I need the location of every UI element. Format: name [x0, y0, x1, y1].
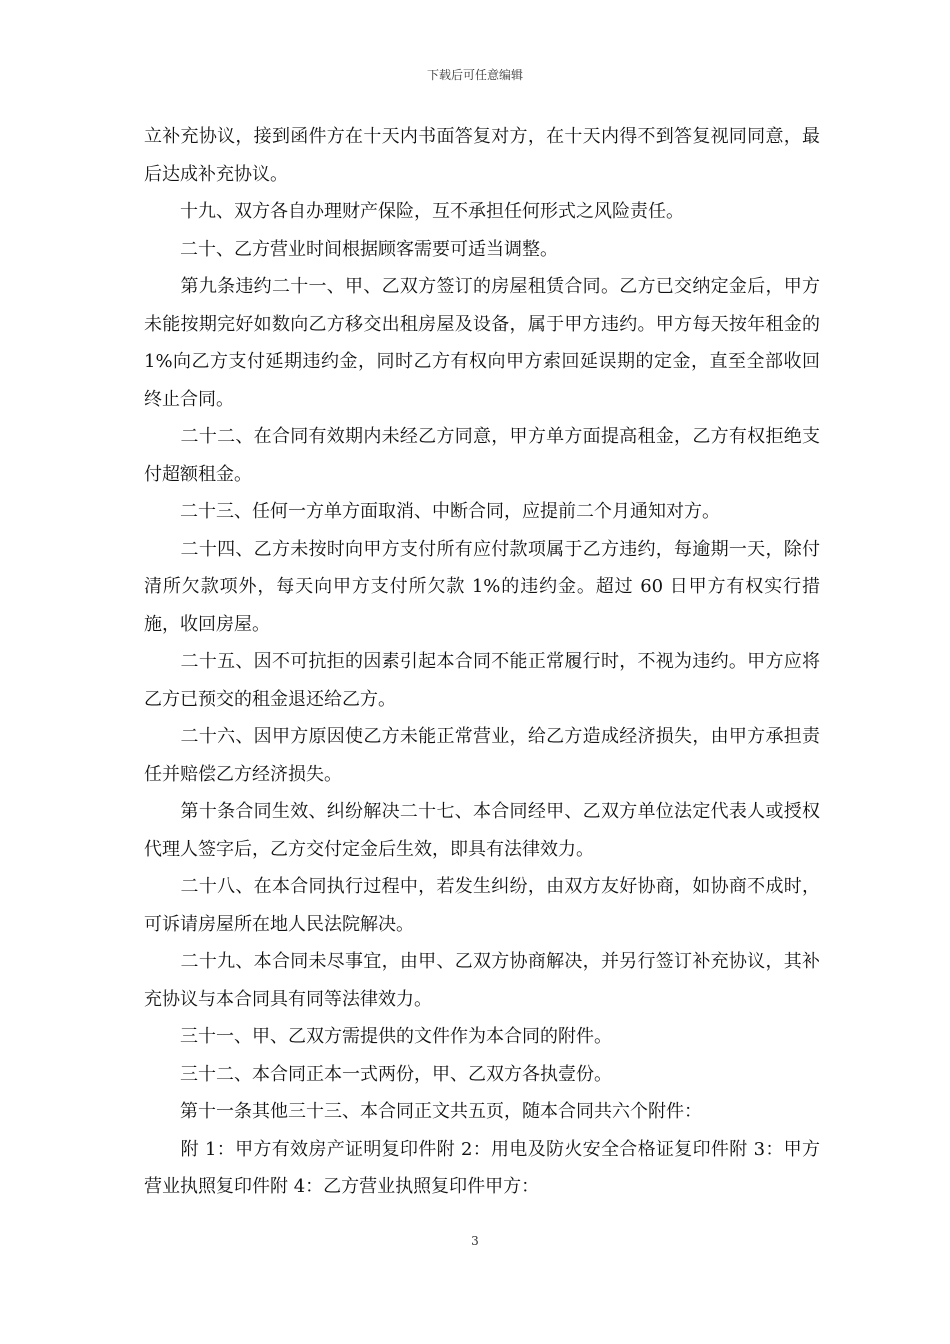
paragraph: 三十一、甲、乙双方需提供的文件作为本合同的附件。 — [144, 1026, 612, 1047]
paragraph: 二十三、任何一方单方面取消、中断合同，应提前二个月通知对方。 — [144, 501, 720, 522]
page-number: 3 — [471, 1234, 479, 1248]
paragraph: 第九条违约二十一、甲、乙双方签订的房屋租赁合同。乙方已交纳定金后，甲方未能按期完好如数向乙方移交出租房屋及设备，属于甲方违约。甲方每天按年租金的 1%向乙方支付延期违约金，同时乙方有权向甲方索回延误期的定金，直至全部收回终止合同。 — [144, 276, 826, 410]
paragraph: 二十四、乙方未按时向甲方支付所有应付款项属于乙方违约，每逾期一天，除付清所欠款项外，每天向甲方支付所欠款 1%的违约金。超过 60 日甲方有权实行措施，收回房屋。 — [144, 538, 820, 635]
document-body — [144, 118, 826, 1206]
paragraph: 三十二、本合同正本一式两份，甲、乙双方各执壹份。 — [144, 1063, 612, 1085]
paragraph: 二十九、本合同未尽事宜，由甲、乙双方协商解决，并另行签订补充协议，其补充协议与本合同具有同等法律效力。 — [144, 951, 820, 1010]
paragraph: 二十五、因不可抗拒的因素引起本合同不能正常履行时，不视为违约。甲方应将乙方已预交的租金退还给乙方。 — [144, 651, 820, 710]
paragraph: 第十一条其他三十三、本合同正文共五页，随本合同共六个附件： — [144, 1101, 702, 1122]
page-header: 下载后可任意编辑 — [426, 68, 523, 82]
paragraph: 十九、双方各自办理财产保险，互不承担任何形式之风险责任。 — [144, 201, 684, 222]
paragraph: 立补充协议，接到函件方在十天内书面答复对方，在十天内得不到答复视同同意，最后达成补充协议。 — [144, 126, 820, 185]
paragraph: 二十、乙方营业时间根据顾客需要可适当调整。 — [144, 238, 558, 260]
paragraph: 二十八、在本合同执行过程中，若发生纠纷，由双方友好协商，如协商不成时，可诉请房屋所在地人民法院解决。 — [144, 876, 820, 935]
paragraph: 第十条合同生效、纠纷解决二十七、本合同经甲、乙双方单位法定代表人或授权代理人签字后，乙方交付定金后生效，即具有法律效力。 — [144, 801, 820, 860]
paragraph: 二十二、在合同有效期内未经乙方同意，甲方单方面提高租金，乙方有权拒绝支付超额租金。 — [144, 426, 820, 485]
paragraph: 附 1：甲方有效房产证明复印件附 2：用电及防火安全合格证复印件附 3：甲方营业执照复印件附 4：乙方营业执照复印件甲方： — [144, 1138, 820, 1197]
paragraph: 二十六、因甲方原因使乙方未能正常营业，给乙方造成经济损失，由甲方承担责任并赔偿乙方经济损失。 — [144, 726, 820, 785]
